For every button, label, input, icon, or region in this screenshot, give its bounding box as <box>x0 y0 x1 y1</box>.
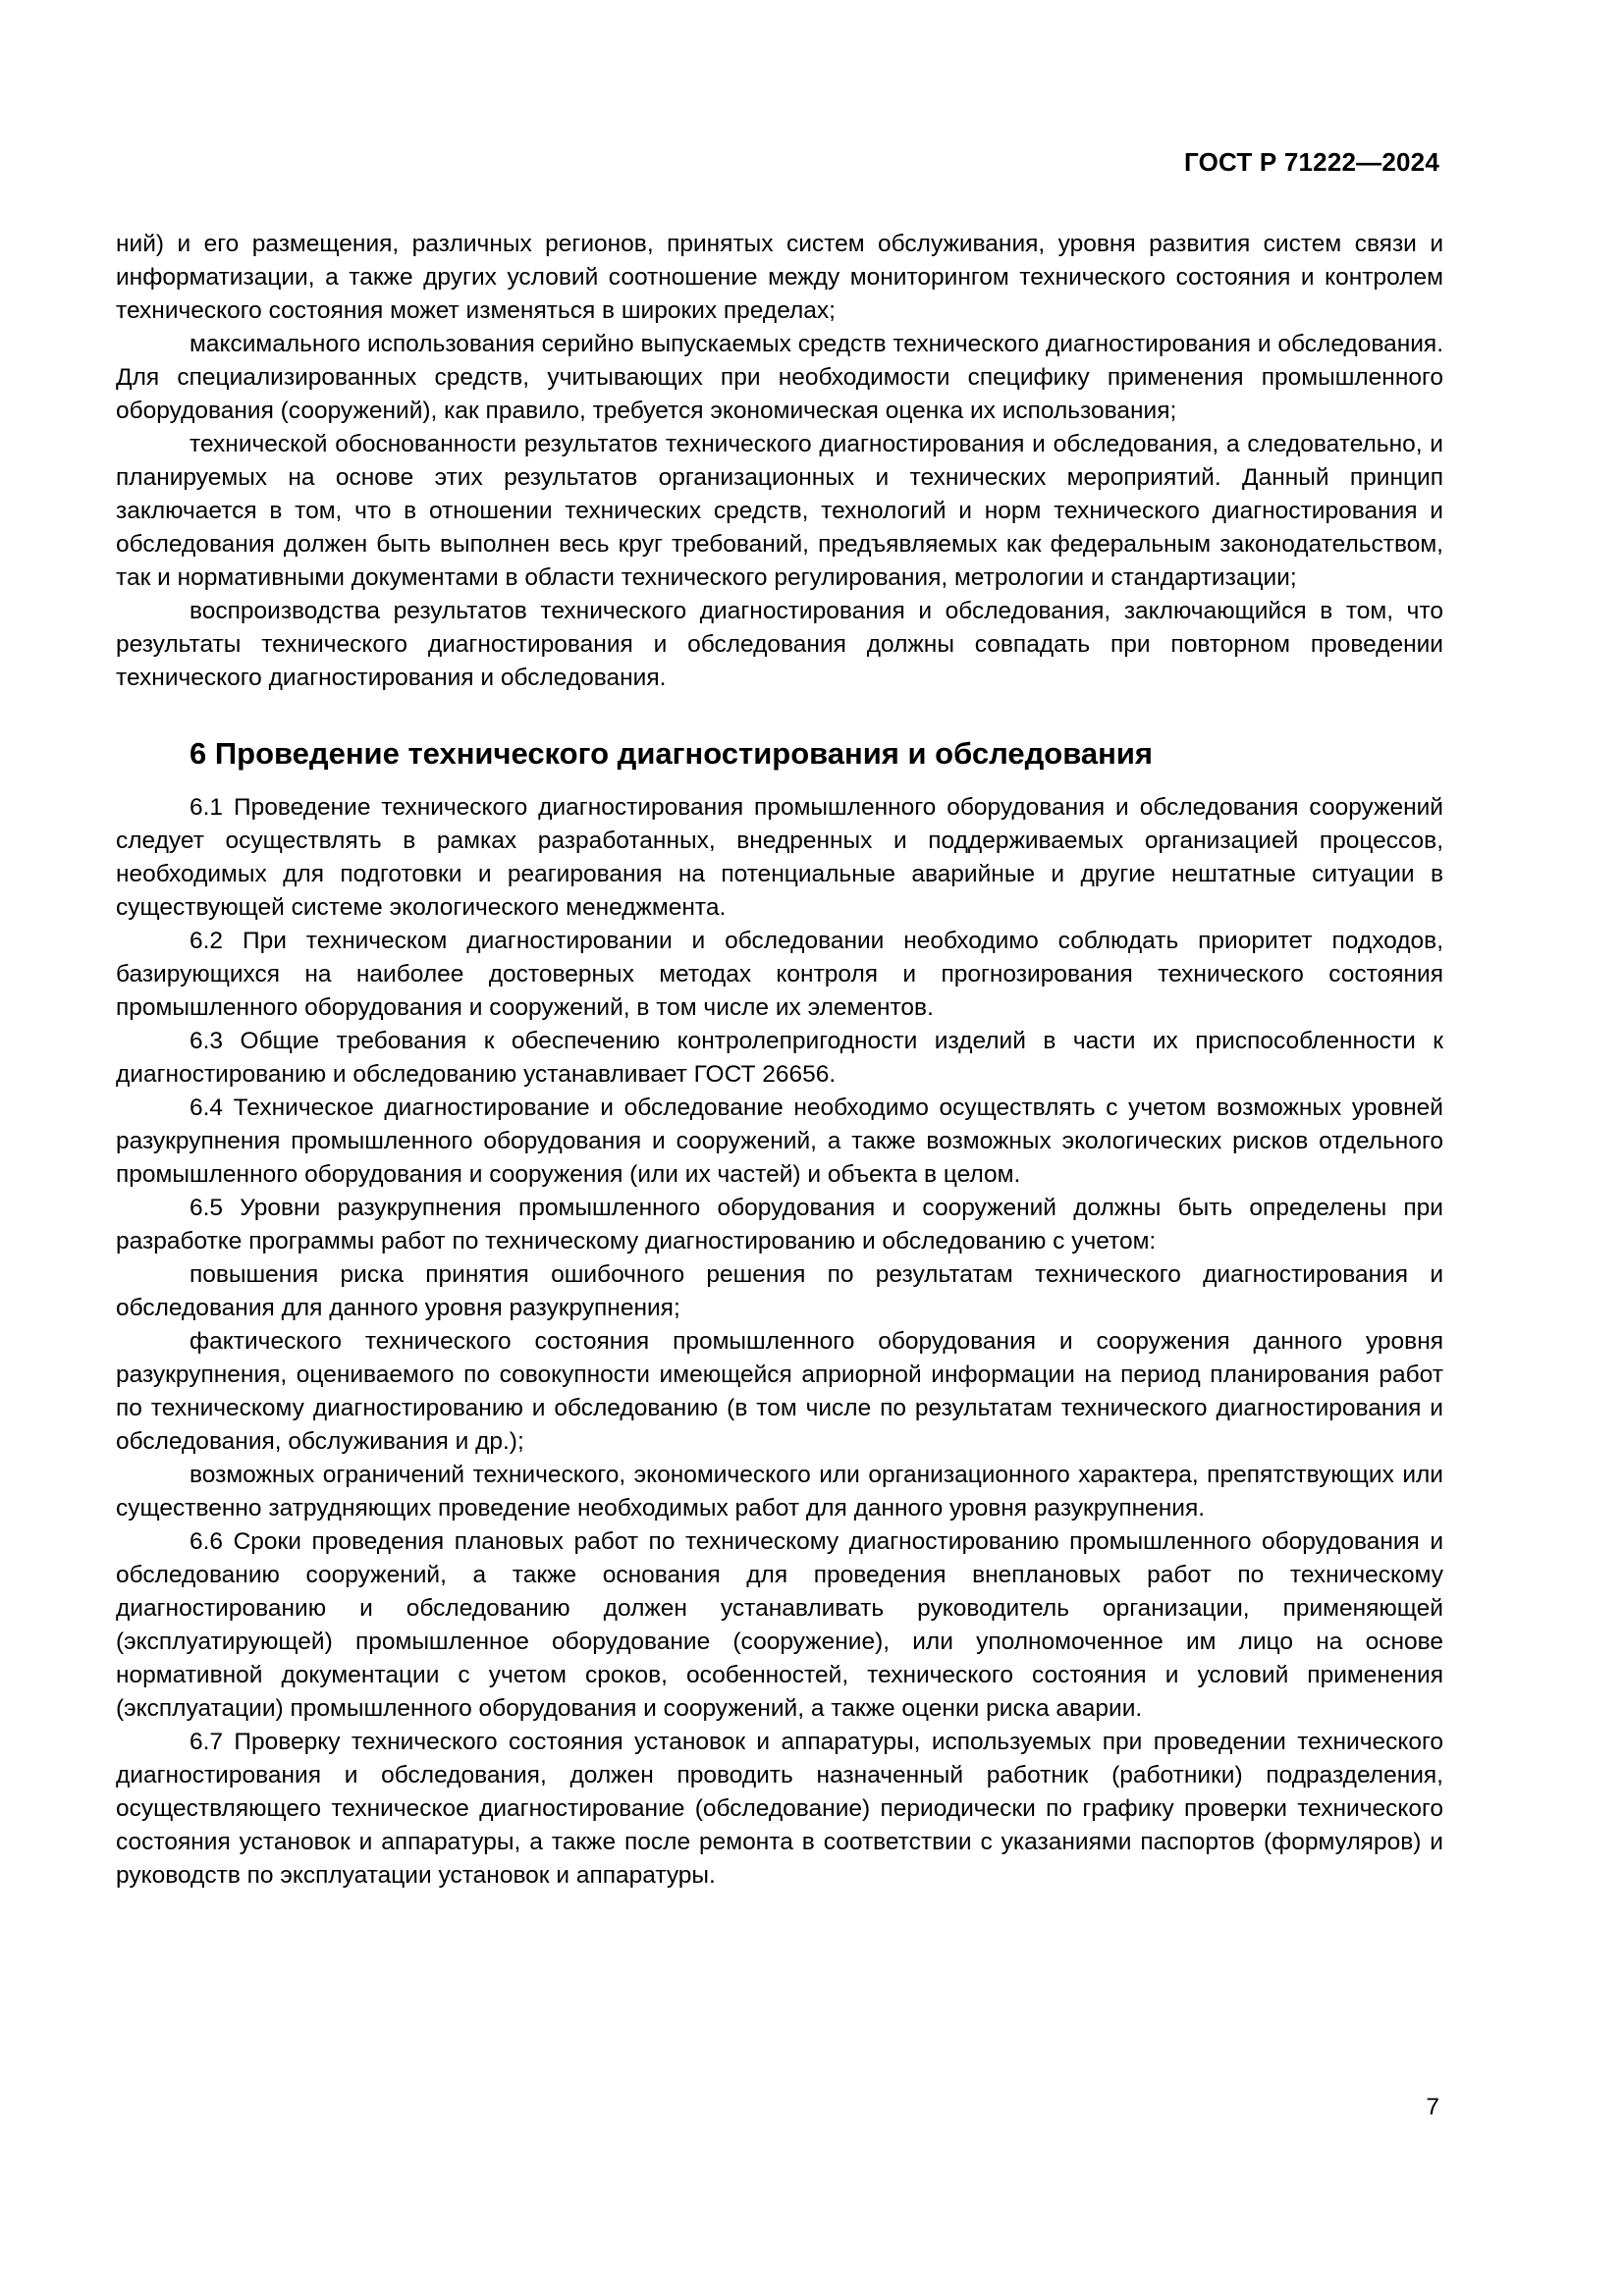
clause-6-6: 6.6 Сроки проведения плановых работ по техническому диагностированию промышленного оборудования и обследованию сооружений, а также основания для проведения внеплановых работ по техническому диагностированию и обследованию должен устанавливать руководитель организации, применяющей (эксплуатирующей) промышленное оборудование (сооружение), или уполномоченное им лицо на основе нормативной документации с учетом сроков, особенностей, технического состояния и условий применения (эксплуатации) промышленного оборудования и сооружений, а также оценки риска аварии. <box>116 1528 1443 1722</box>
page-number: 7 <box>1426 2094 1439 2120</box>
clause-6-1: 6.1 Проведение технического диагностирования промышленного оборудования и обследования сооружений следует осуществлять в рамках разработанных, внедренных и поддерживаемых организацией процессов, необходимых для подготовки и реагирования на потенциальные аварийные и другие нештатные ситуации в существующей системе экологического менеджмента. <box>116 794 1443 921</box>
paragraph-continuation: ний) и его размещения, различных регионов, принятых систем обслуживания, уровня развития систем связи и информатизации, а также других условий соотношение между мониторингом технического состояния и контролем технического состояния может изменяться в широких пределах; <box>116 231 1443 324</box>
paragraph: воспроизводства результатов технического диагностирования и обследования, заключающийся в том, что результаты технического диагностирования и обследования должны совпадать при повторном проведении технического диагностирования и обследования. <box>116 598 1443 691</box>
clause-6-5: 6.5 Уровни разукрупнения промышленного оборудования и сооружений должны быть определены при разработке программы работ по техническому диагностированию и обследованию с учетом: <box>116 1195 1443 1255</box>
list-item: повышения риска принятия ошибочного решения по результатам технического диагностирования и обследования для данного уровня разукрупнения; <box>116 1261 1443 1321</box>
clause-6-7: 6.7 Проверку технического состояния установок и аппаратуры, используемых при проведении технического диагностирования и обследования, должен проводить назначенный работник (работники) подразделения, осуществляющего техническое диагностирование (обследование) периодически по графику проверки технического состояния установок и аппаратуры, а также после ремонта в соответствии с указаниями паспортов (формуляров) и руководств по эксплуатации установок и аппаратуры. <box>116 1729 1443 1889</box>
clause-6-4: 6.4 Техническое диагностирование и обследование необходимо осуществлять с учетом возможных уровней разукрупнения промышленного оборудования и сооружений, а также возможных экологических рисков отдельного промышленного оборудования и сооружения (или их частей) и объекта в целом. <box>116 1095 1443 1188</box>
standard-header: ГОСТ Р 71222—2024 <box>1184 147 1439 177</box>
paragraph: технической обоснованности результатов технического диагностирования и обследования, а следовательно, и планируемых на основе этих результатов организационных и технических мероприятий. Данный принцип заключается в том, что в отношении технических средств, технологий и норм технического диагностирования и обследования должен быть выполнен весь круг требований, предъявляемых как федеральным законодательством, так и нормативными документами в области технического регулирования, метрологии и стандартизации; <box>116 431 1443 591</box>
document-body <box>116 228 1443 1893</box>
section-heading: 6 Проведение технического диагностирования и обследования <box>189 736 1153 771</box>
list-item: фактического технического состояния промышленного оборудования и сооружения данного уровня разукрупнения, оцениваемого по совокупности имеющейся априорной информации на период планирования работ по техническому диагностированию и обследованию (в том числе по результатам технического диагностирования и обследования, обслуживания и др.); <box>116 1328 1443 1455</box>
clause-6-2: 6.2 При техническом диагностировании и обследовании необходимо соблюдать приоритет подходов, базирующихся на наиболее достоверных методах контроля и прогнозирования технического состояния промышленного оборудования и сооружений, в том числе их элементов. <box>116 928 1443 1021</box>
list-item: возможных ограничений технического, экономического или организационного характера, препятствующих или существенно затрудняющих проведение необходимых работ для данного уровня разукрупнения. <box>116 1462 1443 1522</box>
paragraph: максимального использования серийно выпускаемых средств технического диагностирования и обследования. Для специализированных средств, учитывающих при необходимости специфику применения промышленного оборудования (сооружений), как правило, требуется экономическая оценка их использования; <box>116 331 1443 424</box>
clause-6-3: 6.3 Общие требования к обеспечению контролепригодности изделий в части их приспособленности к диагностированию и обследованию устанавливает ГОСТ 26656. <box>116 1028 1443 1088</box>
